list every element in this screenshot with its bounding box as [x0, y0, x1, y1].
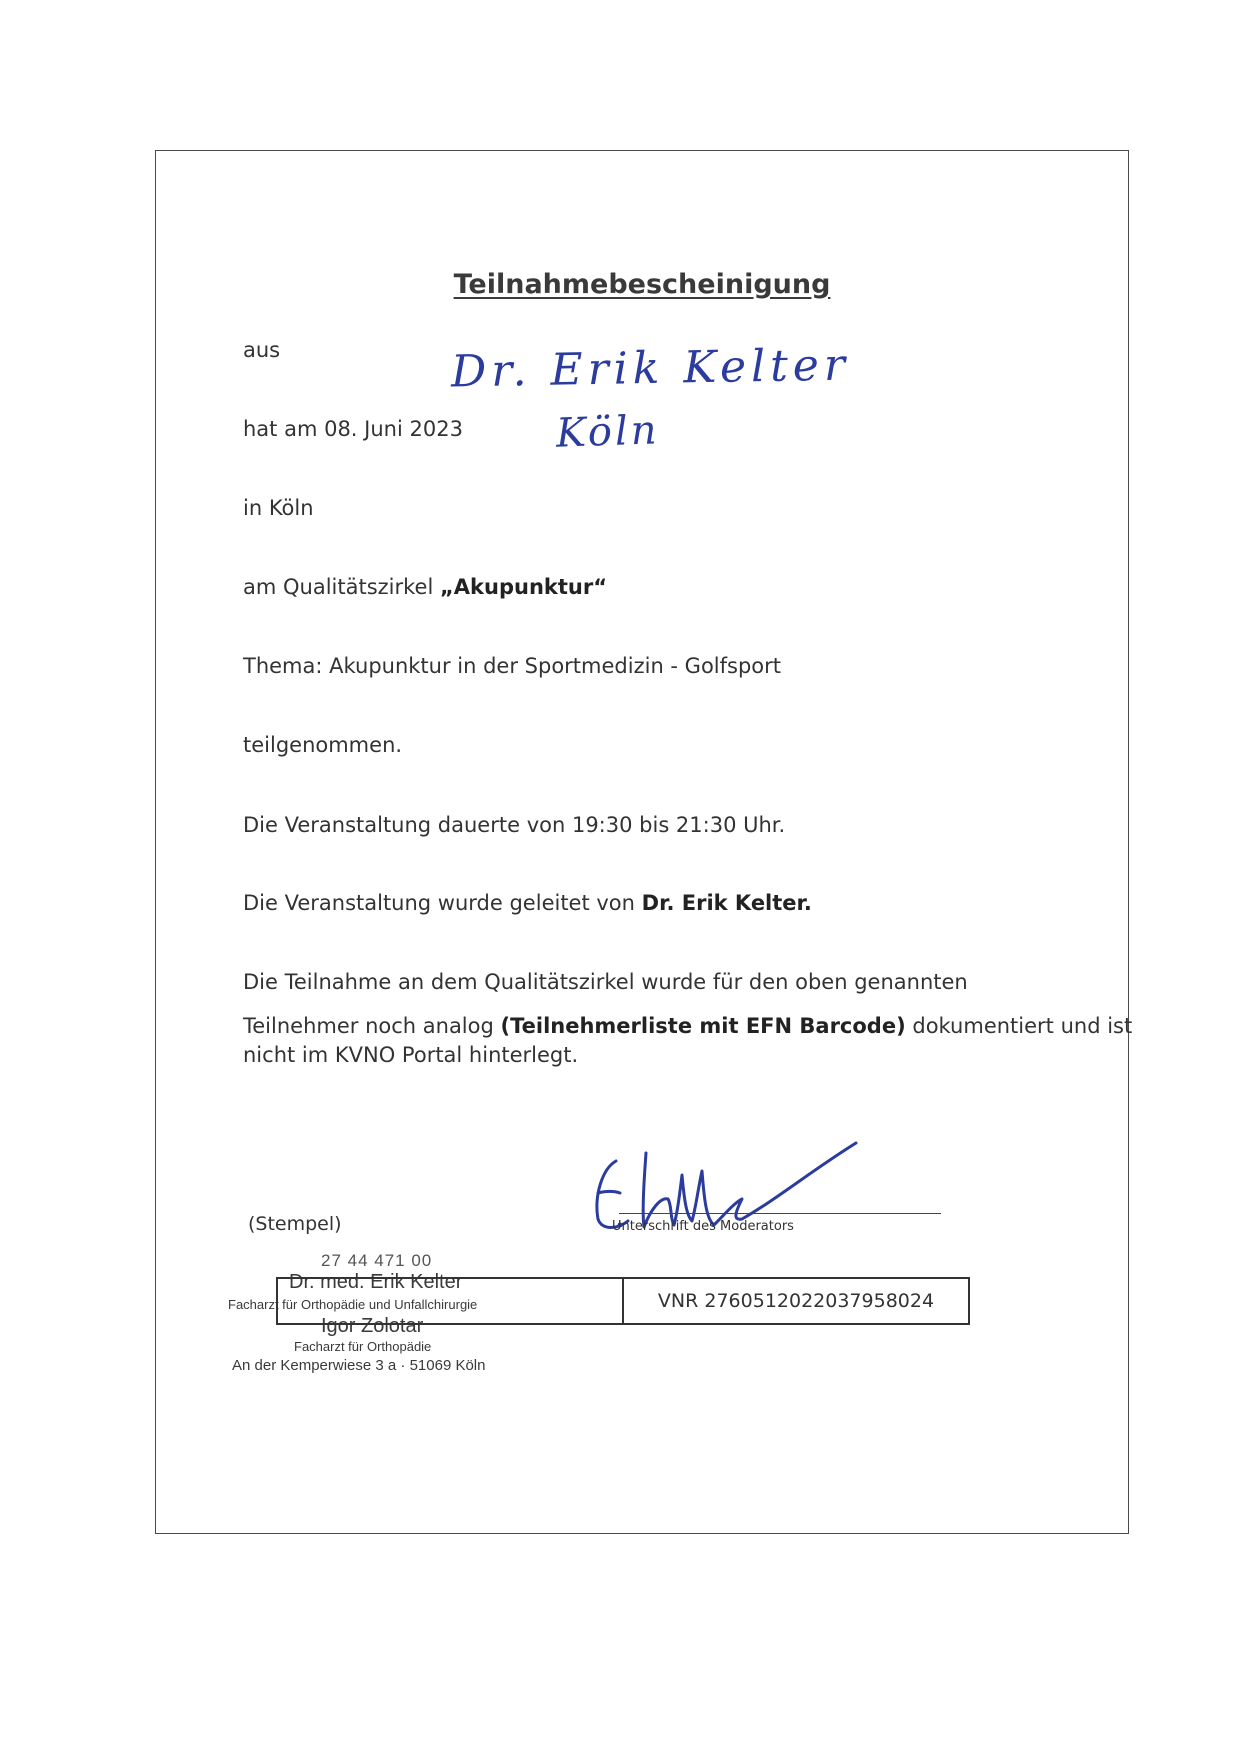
stamp-caption: (Stempel) — [248, 1213, 342, 1235]
participated-line: teilgenommen. — [243, 733, 403, 757]
stamp-name-2: Igor Zolotar — [321, 1315, 424, 1337]
circle-name: „Akupunktur“ — [440, 575, 608, 599]
stamp-specialty-1: Facharzt für Orthopädie und Unfallchirurgie — [228, 1297, 478, 1312]
note-line-2 — [243, 1014, 1132, 1038]
stamp-address: An der Kemperwiese 3 a · 51069 Köln — [232, 1357, 486, 1374]
led-prefix: Die Veranstaltung wurde geleitet von — [243, 891, 642, 915]
topic-line: Thema: Akupunktur in der Sportmedizin - Golfsport — [243, 654, 782, 678]
note-line-2-bold: (Teilnehmerliste mit EFN Barcode) — [500, 1014, 906, 1038]
note-line-3: nicht im KVNO Portal hinterlegt. — [243, 1043, 579, 1067]
vnr-box — [276, 1277, 970, 1325]
date-line: hat am 08. Juni 2023 — [243, 417, 463, 441]
duration-line: Die Veranstaltung dauerte von 19:30 bis 21:30 Uhr. — [243, 813, 786, 837]
certificate-frame — [155, 150, 1133, 1534]
note-line-2-prefix: Teilnehmer noch analog — [243, 1014, 501, 1038]
stamp-number: 27 44 471 00 — [321, 1251, 433, 1270]
circle-prefix: am Qualitätszirkel — [243, 575, 440, 599]
vnr-empty-cell — [278, 1279, 624, 1323]
place-line: in Köln — [243, 496, 314, 520]
label-aus: aus — [243, 338, 281, 362]
document-title: Teilnahmebescheinigung — [453, 269, 831, 300]
vnr-number: VNR 2760512022037958024 — [657, 1290, 935, 1312]
stamp-name-1: Dr. med. Erik Kelter — [289, 1271, 463, 1293]
led-by-line — [243, 891, 812, 915]
handwritten-participant-city: Köln — [555, 407, 661, 457]
note-line-1: Die Teilnahme an dem Qualitätszirkel wurde für den oben genannten — [243, 970, 968, 994]
signature-line — [619, 1213, 941, 1214]
signature-caption: Unterschrift des Moderators — [612, 1219, 794, 1234]
handwritten-participant-name: Dr. Erik Kelter — [450, 339, 851, 398]
stamp-specialty-2: Facharzt für Orthopädie — [294, 1339, 432, 1354]
led-by-name: Dr. Erik Kelter. — [641, 891, 812, 915]
note-line-2-suffix: dokumentiert und ist — [905, 1014, 1133, 1038]
circle-line — [243, 575, 607, 599]
